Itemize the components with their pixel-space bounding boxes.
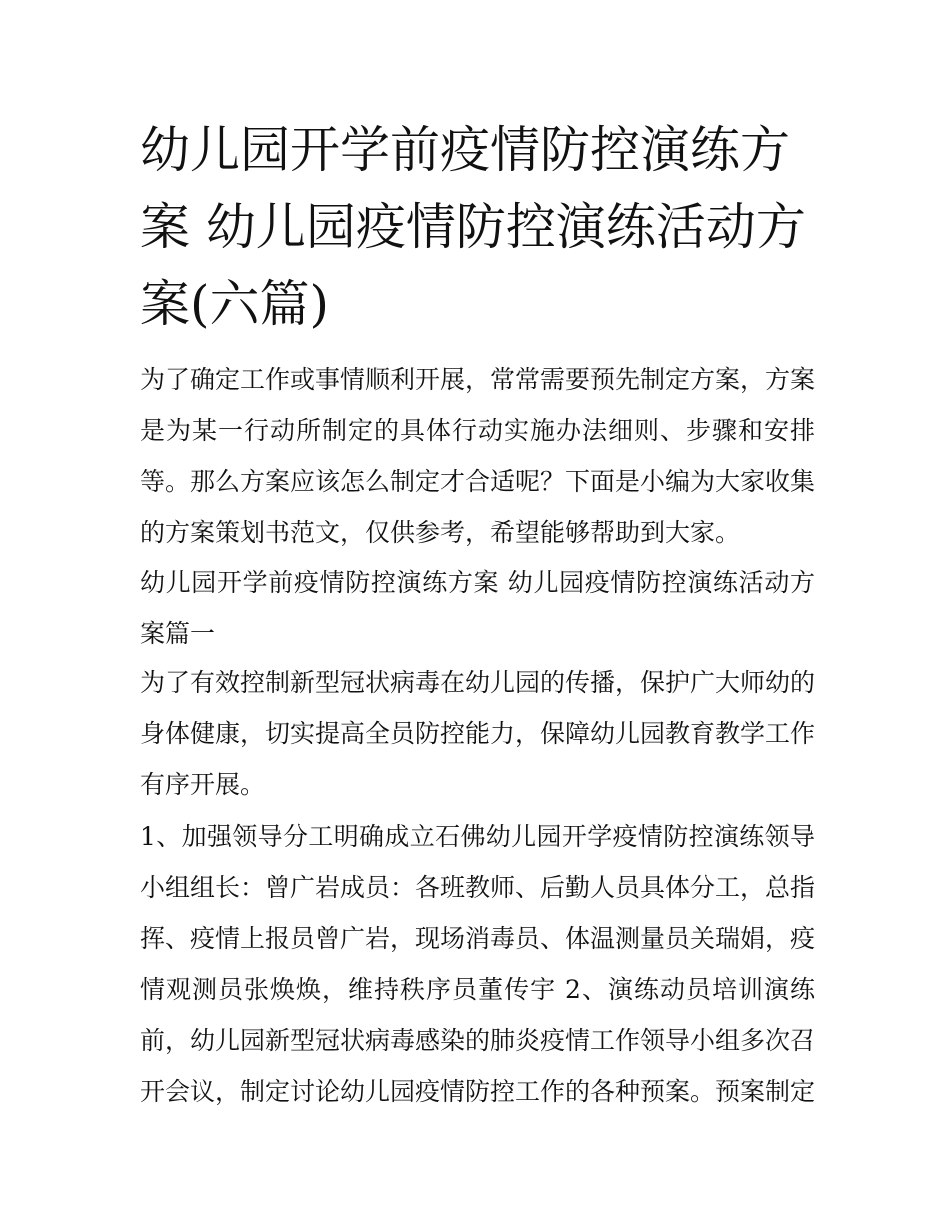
body-paragraph-1: 为了有效控制新型冠状病毒在幼儿园的传播，保护广大师幼的身体健康，切实提高全员防控能力，保障幼儿园教育教学工作有序开展。 <box>140 668 816 799</box>
body-paragraph-2: 1、加强领导分工明确成立石佛幼儿园开学疫情防控演练领导小组组长：曾广岩成员：各班教师、后勤人员具体分工，总指挥、疫情上报员曾广岩，现场消毒员、体温测量员关瑞娟，疫情观测员张焕焕，维持秩序员董传宇 2、演练动员培训演练前，幼儿园新型冠状病毒感染的肺炎疫情工作领导小组多次召开会议，制定讨论幼儿园疫情防控工作的各种预案。预案制定 <box>140 822 816 1106</box>
document-title: 幼儿园开学前疫情防控演练方案 幼儿园疫情防控演练活动方案(六篇) <box>140 121 806 333</box>
intro-paragraph: 为了确定工作或事情顺利开展，常常需要预先制定方案，方案是为某一行动所制定的具体行动实施办法细则、步骤和安排等。那么方案应该怎么制定才合适呢？下面是小编为大家收集的方案策划书范文，仅供参考，希望能够帮助到大家。 <box>140 365 816 547</box>
section-heading: 幼儿园开学前疫情防控演练方案 幼儿园疫情防控演练活动方案篇一 <box>140 568 815 648</box>
